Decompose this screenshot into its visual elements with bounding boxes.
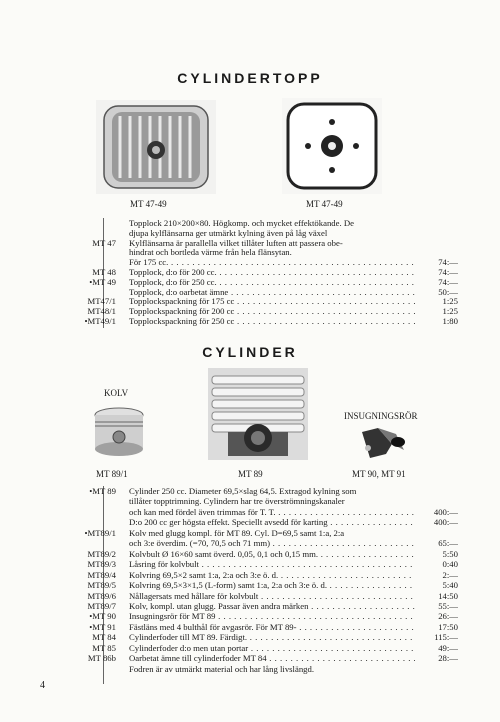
table-row (20, 632, 458, 643)
article-code: MT48/1 (87, 306, 116, 317)
image-caption-cylinder: MT 89 (238, 469, 263, 479)
article-price: 0:40 (442, 559, 458, 570)
table-row (20, 642, 458, 653)
table-row (20, 316, 458, 326)
piston-photo (90, 405, 148, 459)
article-code: MT89/7 (87, 600, 116, 611)
article-code: •MT89/1 (84, 527, 116, 538)
article-description: Fästläns med 4 bulthål för avgasrör. För MT 89- . . . (129, 623, 415, 632)
table-row (20, 559, 458, 570)
table-row (20, 257, 458, 268)
article-code: MT89/3 (87, 559, 116, 570)
article-code: MT 84 (92, 632, 116, 643)
article-price: 55:— (438, 600, 458, 611)
article-price: 1:80 (442, 316, 458, 326)
table-row (20, 569, 458, 580)
article-description: tillåter topptrimning. Cylindern har tre överströmningskanaler (129, 497, 345, 507)
article-code: •MT 89 (89, 486, 116, 496)
table-row (20, 653, 458, 664)
table-row (20, 219, 440, 228)
article-description: och 3:e överdim. (=70, 70,5 och 71 mm) . . . (129, 539, 415, 548)
table-row (20, 306, 458, 317)
article-price: 26:— (438, 611, 458, 622)
table-row (20, 538, 458, 549)
section-title-cylindertopp: CYLINDERTOPP (177, 70, 323, 86)
table-row (20, 497, 440, 506)
article-description: och kan med fördel även trimmas för T. T. . . . (129, 508, 415, 517)
article-description: Nållagersats med hållare för kolvbult . . . (129, 592, 415, 601)
article-price: 14:50 (438, 590, 458, 601)
table-row (20, 506, 458, 517)
article-price: 2:— (442, 569, 458, 580)
article-description: Kolv, kompl. utan glugg. Passar även andra märken . . . (129, 602, 415, 611)
article-code: MT 48 (92, 267, 116, 277)
article-price: 50:— (438, 286, 458, 297)
table-row (20, 229, 440, 238)
article-price: 28:— (438, 653, 458, 664)
article-description: Topplockspackning för 200 cc . . . (129, 307, 415, 316)
label-insugningsror: INSUGNINGSRÖR (344, 411, 418, 421)
image-caption-right: MT 47-49 (306, 199, 343, 209)
article-code: MT89/5 (87, 580, 116, 591)
article-code: MT89/6 (87, 590, 116, 601)
article-code: MT 86b (87, 653, 116, 664)
article-description: Fodren är av utmärkt material och har lång livslängd. (129, 664, 315, 674)
article-code: MT 47 (92, 237, 116, 248)
article-description: Topplock, d:o oarbetat ämne . . . (129, 288, 415, 297)
article-description: hindrat och bortleda värme från hela flänsytan. (129, 248, 292, 258)
article-code: MT47/1 (87, 296, 116, 307)
table-row (20, 600, 458, 611)
article-price: 115:— (434, 632, 458, 643)
image-caption-kolv: MT 89/1 (96, 469, 128, 479)
article-description: Kolv med glugg kompl. för MT 89. Cyl. D=69,5 samt 1:a, 2:a (129, 528, 345, 538)
article-price: 5:40 (442, 580, 458, 591)
article-code: MT89/2 (87, 548, 116, 559)
article-description: Kolvring 69,5×3×1,5 (L-form) samt 1:a, 2:a och 3:e ö. d. . . . (129, 581, 415, 590)
table-row (20, 529, 440, 538)
table-row (20, 239, 440, 248)
table-row (20, 611, 458, 622)
table-row (20, 248, 440, 257)
image-caption-insug: MT 90, MT 91 (352, 469, 406, 479)
article-description: Kolvbult Ø 16×60 samt överd. 0,05, 0,1 och 0,15 mm. . . . (129, 550, 415, 559)
article-code: •MT 90 (89, 611, 116, 622)
label-kolv: KOLV (104, 388, 129, 398)
article-price: 74:— (438, 267, 458, 277)
article-price: 1:25 (442, 296, 458, 307)
article-price: 74:— (438, 276, 458, 287)
article-description: Kolvring 69,5×2 samt 1:a, 2:a och 3:e ö. d. . . . (129, 571, 415, 580)
article-description: Cylinderfoder d:o men utan portar . . . (129, 644, 415, 653)
article-description: Kylflänsarna är parallella vilket tillåter luften att passera obe- (129, 238, 343, 248)
article-price: 1:25 (442, 306, 458, 317)
article-description: Topplock, d:o för 200 cc. . . . (129, 268, 415, 277)
article-price: 74:— (438, 257, 458, 268)
page-number: 4 (40, 680, 45, 691)
article-description: Cylinderfoder till MT 89. Färdigt. . . . (129, 633, 415, 642)
article-price: 17:50 (438, 621, 458, 632)
article-description: Topplockspackning för 250 cc . . . (129, 317, 415, 326)
table-row (20, 590, 458, 601)
article-description: Cylinder 250 cc. Diameter 69,5×slag 64,5. Extragod kylning som (129, 487, 357, 496)
section-title-cylinder: CYLINDER (202, 344, 298, 360)
article-description: Topplockspackning för 175 cc . . . (129, 297, 415, 306)
intake-pipe-photo (356, 424, 410, 462)
article-price: 400:— (433, 517, 458, 528)
table-row (20, 665, 440, 674)
article-code: MT 85 (92, 642, 116, 653)
article-price: 65:— (438, 538, 458, 549)
article-description: Insugningsrör för MT 89 . . . (129, 612, 415, 621)
cylinder-head-photo-right (282, 98, 382, 194)
article-code: MT89/4 (87, 569, 116, 580)
article-price: 5:50 (442, 548, 458, 559)
table-row (20, 276, 458, 287)
article-code: •MT49/1 (84, 316, 116, 326)
article-price: 400:— (433, 506, 458, 517)
article-price: 49:— (438, 642, 458, 653)
table-row (20, 517, 458, 528)
article-code: •MT 49 (89, 276, 116, 287)
article-description: Topplock, d:o för 250 cc. . . . (129, 278, 415, 287)
table-row (20, 621, 458, 632)
cylinder-photo (208, 368, 308, 460)
table-row (20, 296, 458, 307)
article-description: Oarbetat ämne till cylinderfoder MT 84 . . . (129, 654, 415, 663)
article-description: djupa kylflänsarna ger utmärkt kylning även på låg växel (129, 228, 328, 238)
table-row (20, 267, 458, 277)
table-row (20, 487, 440, 496)
cylinder-head-photo-left (96, 100, 216, 194)
table-row (20, 286, 458, 297)
article-description: D:o 200 cc ger högsta effekt. Speciellt avsedd för karting . . . (129, 518, 415, 527)
article-description: För 175 cc. . . . (129, 258, 415, 267)
article-description: Låsring för kolvbult . . . (129, 560, 415, 569)
table-row (20, 580, 458, 591)
image-caption-left: MT 47-49 (130, 199, 167, 209)
article-description: Topplock 210×200×80. Högkomp. och mycket effektökande. De (129, 219, 354, 228)
table-row (20, 548, 458, 559)
article-code: •MT 91 (89, 621, 116, 632)
